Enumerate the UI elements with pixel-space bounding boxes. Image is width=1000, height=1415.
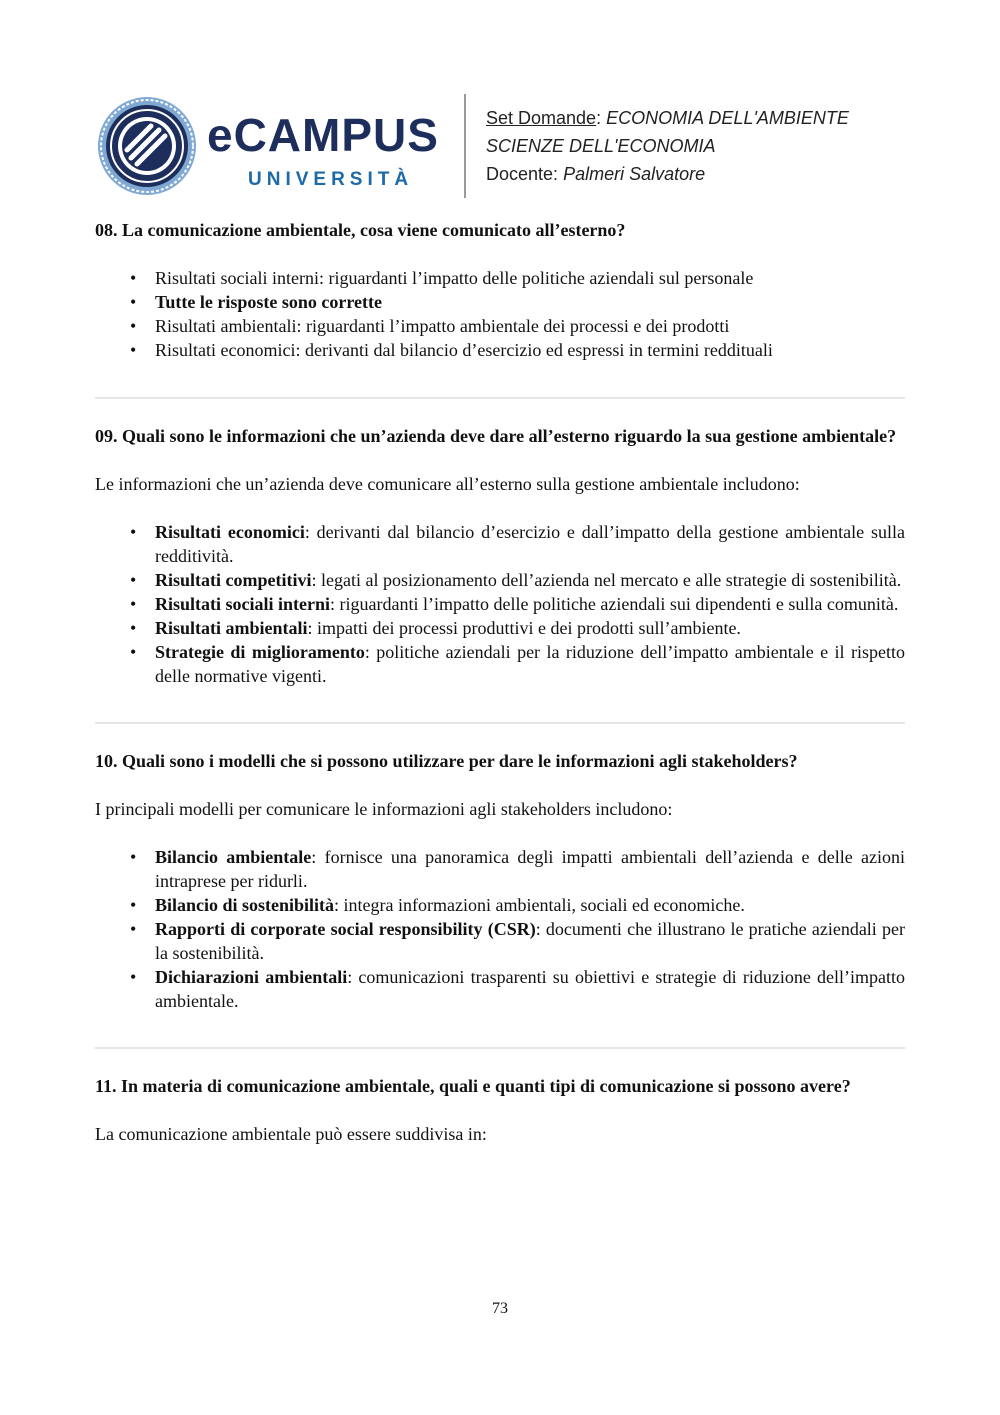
list-item: • Dichiarazioni ambientali: comunicazioni trasparenti su obiettivi e strategie di riduzione dell’impatto ambientale.	[95, 965, 905, 1013]
list-item: • Risultati economici: derivanti dal bilancio d’esercizio e dall’impatto della gestione ambientale sulla redditività.	[95, 520, 905, 568]
intro-10: I principali modelli per comunicare le informazioni agli stakeholders includono:	[95, 799, 673, 819]
list-item: • Rapporti di corporate social responsibility (CSR): documenti che illustrano le pratiche aziendali per la sostenibilità.	[95, 917, 905, 965]
section-separator	[95, 1047, 905, 1049]
list-item: • Risultati ambientali: impatti dei processi produttivi e dei prodotti sull’ambiente.	[95, 616, 905, 640]
intro-09: Le informazioni che un’azienda deve comunicare all’esterno sulla gestione ambientale includono:	[95, 474, 800, 494]
list-item: • Bilancio di sostenibilità: integra informazioni ambientali, sociali ed economiche.	[95, 893, 905, 917]
answer-list-10	[95, 845, 905, 1013]
answer-list-08	[95, 266, 905, 362]
list-item: • Strategie di miglioramento: politiche aziendali per la riduzione dell’impatto ambientale e il rispetto delle normative vigenti.	[95, 640, 905, 688]
question-11: 11. In materia di comunicazione ambientale, quali e quanti tipi di comunicazione si possono avere?	[95, 1076, 851, 1096]
set-value: ECONOMIA DELL'AMBIENTE	[606, 108, 849, 128]
list-item: • Risultati sociali interni: riguardanti l’impatto delle politiche aziendali sui dipendenti e sulla comunità.	[95, 592, 905, 616]
list-item-correct: • Tutte le risposte sono corrette	[95, 290, 905, 314]
question-08: 08. La comunicazione ambientale, cosa viene comunicato all’esterno?	[95, 220, 626, 240]
list-item: • Risultati economici: derivanti dal bilancio d’esercizio ed espressi in termini reddituali	[95, 338, 905, 362]
list-item: • Risultati sociali interni: riguardanti l’impatto delle politiche aziendali sul personale	[95, 266, 905, 290]
teacher-value: Palmeri Salvatore	[563, 164, 706, 184]
list-item: • Risultati ambientali: riguardanti l’impatto ambientale dei processi e dei prodotti	[95, 314, 905, 338]
header-divider	[464, 94, 466, 198]
page-content	[95, 218, 905, 1146]
ecampus-seal-icon	[97, 96, 197, 196]
faculty: SCIENZE DELL'ECONOMIA	[486, 136, 716, 156]
page-header	[95, 92, 915, 202]
section-separator	[95, 397, 905, 399]
list-item: • Risultati competitivi: legati al posizionamento dell’azienda nel mercato e alle strategie di sostenibilità.	[95, 568, 905, 592]
list-item: • Bilancio ambientale: fornisce una panoramica degli impatti ambientali dell’azienda e delle azioni intraprese per ridurli.	[95, 845, 905, 893]
page-number: 73	[492, 1300, 508, 1317]
intro-11: La comunicazione ambientale può essere suddivisa in:	[95, 1124, 487, 1144]
set-label: Set Domande	[486, 108, 597, 128]
brand-name: eCAMPUS	[207, 109, 439, 161]
ecampus-logo	[95, 96, 455, 196]
teacher-line: Docente: Palmeri Salvatore	[486, 164, 706, 184]
course-set-line: Set Domande: ECONOMIA DELL'AMBIENTE	[486, 108, 849, 128]
question-09: 09. Quali sono le informazioni che un’azienda deve dare all’esterno riguardo la sua gestione ambientale?	[95, 426, 897, 446]
section-separator	[95, 722, 905, 724]
brand-subtitle: UNIVERSITÀ	[248, 169, 414, 190]
answer-list-09	[95, 520, 905, 688]
question-10: 10. Quali sono i modelli che si possono utilizzare per dare le informazioni agli stakeholders?	[95, 751, 798, 771]
teacher-label: Docente	[486, 164, 554, 184]
course-info	[486, 104, 849, 188]
